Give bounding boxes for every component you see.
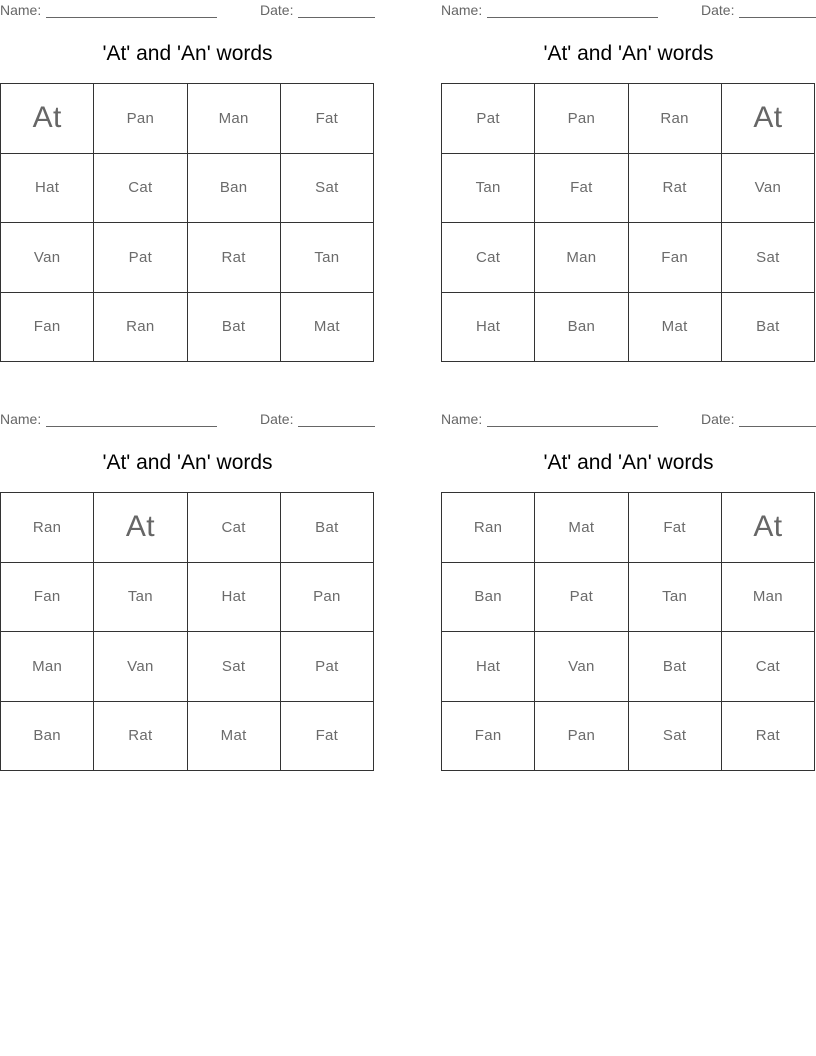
date-field-line <box>298 426 375 427</box>
word-grid <box>0 492 374 771</box>
grid-cell: Mat <box>535 493 628 563</box>
grid-cell: Hat <box>442 293 535 363</box>
word-grid <box>0 83 374 362</box>
bingo-card <box>441 409 816 774</box>
grid-cell: Van <box>1 223 94 293</box>
grid-cell: At <box>94 493 187 563</box>
grid-cell: Rat <box>94 702 187 772</box>
grid-cell: Tan <box>94 563 187 633</box>
grid-cell: Ran <box>442 493 535 563</box>
grid-cell: Hat <box>1 154 94 224</box>
grid-cell: Bat <box>281 493 374 563</box>
grid-cell: Bat <box>629 632 722 702</box>
grid-cell: Sat <box>722 223 815 293</box>
grid-cell: Pan <box>535 84 628 154</box>
grid-cell: Tan <box>442 154 535 224</box>
grid-cell: Ban <box>535 293 628 363</box>
grid-cell: At <box>722 84 815 154</box>
name-label: Name: <box>441 2 483 18</box>
grid-cell: Bat <box>188 293 281 363</box>
grid-cell: Cat <box>188 493 281 563</box>
card-header <box>0 411 375 429</box>
grid-cell: Cat <box>94 154 187 224</box>
grid-cell: Tan <box>281 223 374 293</box>
name-field-line <box>487 426 658 427</box>
grid-cell: Ran <box>94 293 187 363</box>
grid-cell: Van <box>722 154 815 224</box>
grid-cell: Ran <box>1 493 94 563</box>
grid-cell: Man <box>722 563 815 633</box>
grid-cell: Pan <box>281 563 374 633</box>
card-title: 'At' and 'An' words <box>543 451 714 474</box>
grid-cell: Fat <box>629 493 722 563</box>
grid-cell: Cat <box>722 632 815 702</box>
grid-cell: Hat <box>442 632 535 702</box>
grid-cell: Mat <box>188 702 281 772</box>
grid-cell: Pat <box>535 563 628 633</box>
grid-cell: Fat <box>535 154 628 224</box>
grid-cell: Sat <box>188 632 281 702</box>
grid-cell: Pat <box>94 223 187 293</box>
name-field-line <box>46 426 217 427</box>
grid-cell: At <box>1 84 94 154</box>
grid-cell: Ban <box>442 563 535 633</box>
date-label: Date: <box>701 2 735 18</box>
grid-cell: Ran <box>629 84 722 154</box>
date-field-line <box>298 17 375 18</box>
grid-cell: Mat <box>281 293 374 363</box>
date-field-line <box>739 426 816 427</box>
grid-cell: Pan <box>94 84 187 154</box>
name-label: Name: <box>441 411 483 427</box>
date-field-line <box>739 17 816 18</box>
grid-cell: Cat <box>442 223 535 293</box>
grid-cell: Ban <box>1 702 94 772</box>
grid-cell: Fan <box>629 223 722 293</box>
bingo-card <box>441 0 816 365</box>
grid-cell: Bat <box>722 293 815 363</box>
bingo-card <box>0 0 375 365</box>
grid-cell: Pat <box>442 84 535 154</box>
card-title: 'At' and 'An' words <box>102 451 273 474</box>
date-label: Date: <box>701 411 735 427</box>
date-label: Date: <box>260 2 294 18</box>
grid-cell: Pat <box>281 632 374 702</box>
card-header <box>441 411 816 429</box>
grid-cell: Fat <box>281 702 374 772</box>
date-label: Date: <box>260 411 294 427</box>
name-label: Name: <box>0 411 42 427</box>
grid-cell: At <box>722 493 815 563</box>
name-label: Name: <box>0 2 42 18</box>
grid-cell: Fan <box>1 563 94 633</box>
card-header <box>0 2 375 20</box>
grid-cell: Ban <box>188 154 281 224</box>
grid-cell: Rat <box>188 223 281 293</box>
grid-cell: Rat <box>722 702 815 772</box>
grid-cell: Fan <box>442 702 535 772</box>
grid-cell: Sat <box>629 702 722 772</box>
grid-cell: Fan <box>1 293 94 363</box>
grid-cell: Man <box>1 632 94 702</box>
grid-cell: Man <box>535 223 628 293</box>
grid-cell: Hat <box>188 563 281 633</box>
grid-cell: Van <box>535 632 628 702</box>
grid-cell: Sat <box>281 154 374 224</box>
name-field-line <box>487 17 658 18</box>
grid-cell: Rat <box>629 154 722 224</box>
grid-cell: Mat <box>629 293 722 363</box>
bingo-card <box>0 409 375 774</box>
grid-cell: Tan <box>629 563 722 633</box>
card-header <box>441 2 816 20</box>
name-field-line <box>46 17 217 18</box>
card-title: 'At' and 'An' words <box>102 42 273 65</box>
card-title: 'At' and 'An' words <box>543 42 714 65</box>
word-grid <box>441 83 815 362</box>
grid-cell: Van <box>94 632 187 702</box>
grid-cell: Man <box>188 84 281 154</box>
word-grid <box>441 492 815 771</box>
grid-cell: Pan <box>535 702 628 772</box>
grid-cell: Fat <box>281 84 374 154</box>
